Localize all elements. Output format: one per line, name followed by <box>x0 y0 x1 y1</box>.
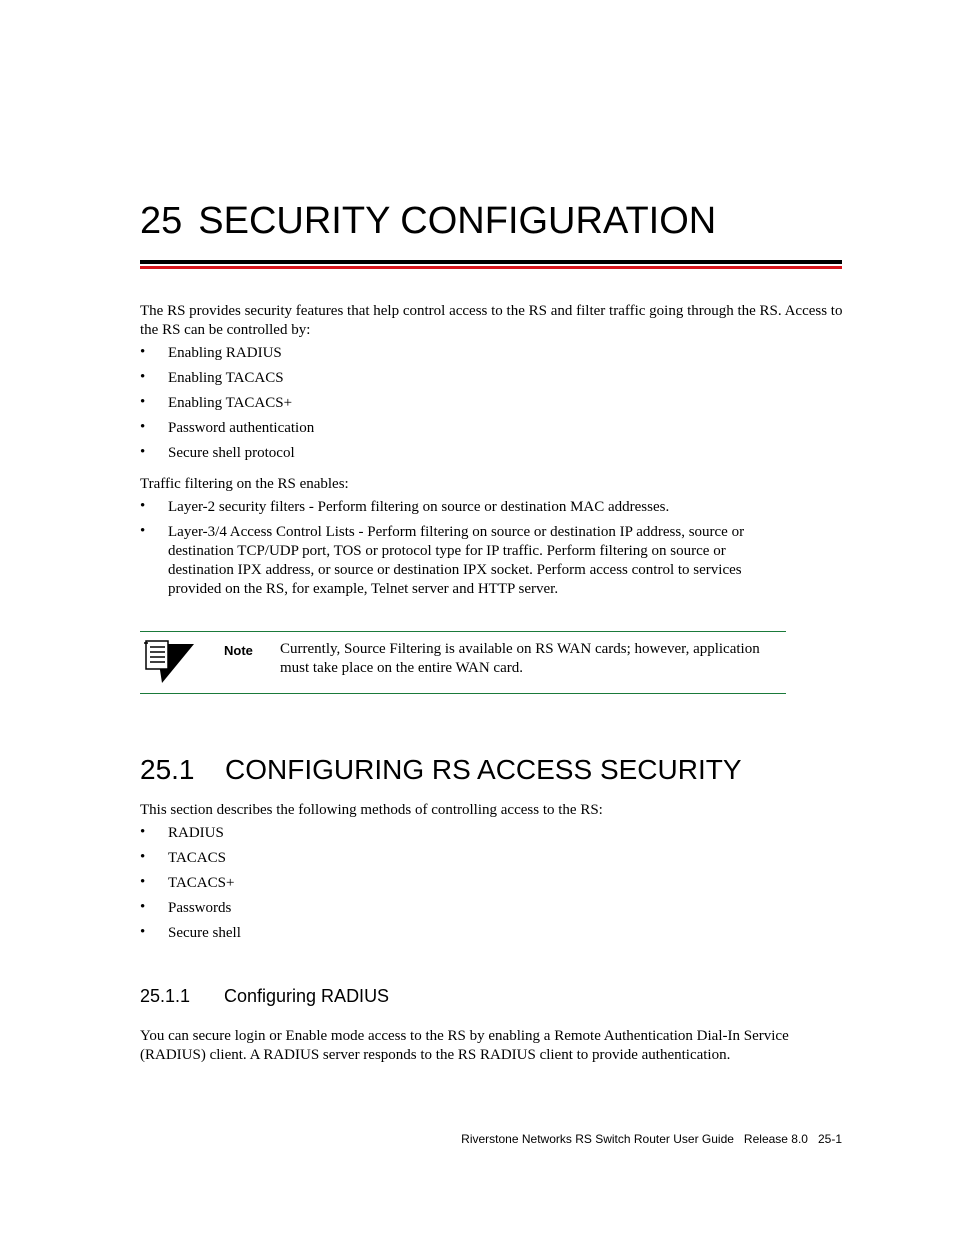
bullet-icon: • <box>140 394 146 410</box>
title-rule-black <box>140 260 842 264</box>
subsection-title: Configuring RADIUS <box>224 986 390 1006</box>
section-number: 25.1 <box>140 754 195 785</box>
list-item: • Enabling RADIUS <box>140 344 282 361</box>
list-item: • Layer-2 security filters - Perform filtering on source or destination MAC addresses. <box>140 498 670 515</box>
bullet-icon: • <box>140 344 146 360</box>
note-text: Currently, Source Filtering is available on RS WAN cards; however, application must take place on the entire WAN card. <box>280 641 760 676</box>
list-item: • Passwords <box>140 899 232 916</box>
note-icon <box>142 640 196 684</box>
bullet-icon: • <box>140 874 146 890</box>
note-bottom-rule <box>140 693 786 694</box>
title-rule-red <box>140 266 842 269</box>
list-item: • Secure shell <box>140 924 241 941</box>
list-item: • RADIUS <box>140 824 224 841</box>
note-label: Note <box>224 643 253 658</box>
section-methods-list <box>140 824 760 949</box>
bullet-icon: • <box>140 849 146 865</box>
subsection-paragraph: You can secure login or Enable mode access to the RS by enabling a Remote Authentication Dial-In Service (RADIUS) client. A RADIUS server responds to the RS RADIUS client to provide authentication. <box>140 1028 789 1063</box>
section-title: CONFIGURING RS ACCESS SECURITY <box>225 754 742 785</box>
list-item: • Secure shell protocol <box>140 444 295 461</box>
bullet-icon: • <box>140 899 146 915</box>
filtering-lead: Traffic filtering on the RS enables: <box>140 476 349 492</box>
subsection-number: 25.1.1 <box>140 986 191 1006</box>
section-lead: This section describes the following methods of controlling access to the RS: <box>140 802 603 818</box>
bullet-icon: • <box>140 523 146 539</box>
list-item: • Enabling TACACS <box>140 369 284 386</box>
bullet-icon: • <box>140 498 146 514</box>
list-item: • Enabling TACACS+ <box>140 394 293 411</box>
chapter-title <box>140 198 716 244</box>
bullet-icon: • <box>140 444 146 460</box>
intro-paragraph: The RS provides security features that help control access to the RS and filter traffic going through the RS. Access to the RS can be controlled by: <box>140 303 843 338</box>
access-methods-list <box>140 344 760 469</box>
filtering-list <box>140 498 760 605</box>
list-item: • TACACS <box>140 849 226 866</box>
bullet-icon: • <box>140 924 146 940</box>
bullet-icon: • <box>140 369 146 385</box>
chapter-title-text: SECURITY CONFIGURATION <box>198 200 717 242</box>
list-item: • Password authentication <box>140 419 315 436</box>
bullet-icon: • <box>140 419 146 435</box>
bullet-icon: • <box>140 824 146 840</box>
note-top-rule <box>140 631 786 632</box>
chapter-number: 25 <box>140 200 183 242</box>
section-heading <box>140 752 742 788</box>
page-footer: Riverstone Networks RS Switch Router User Guide Release 8.0 25-1 <box>461 1132 842 1146</box>
list-item: • TACACS+ <box>140 874 235 891</box>
subsection-heading <box>140 984 389 1008</box>
list-item: • Layer-3/4 Access Control Lists - Perform filtering on source or destination IP address, source or destination TCP/UDP port, TOS or protocol type for IP traffic. Perform filtering on source or destination IPX address, or source or destination IPX socket. Perform access control to services provided on the RS, for example, Telnet server and HTTP server. <box>140 523 745 597</box>
